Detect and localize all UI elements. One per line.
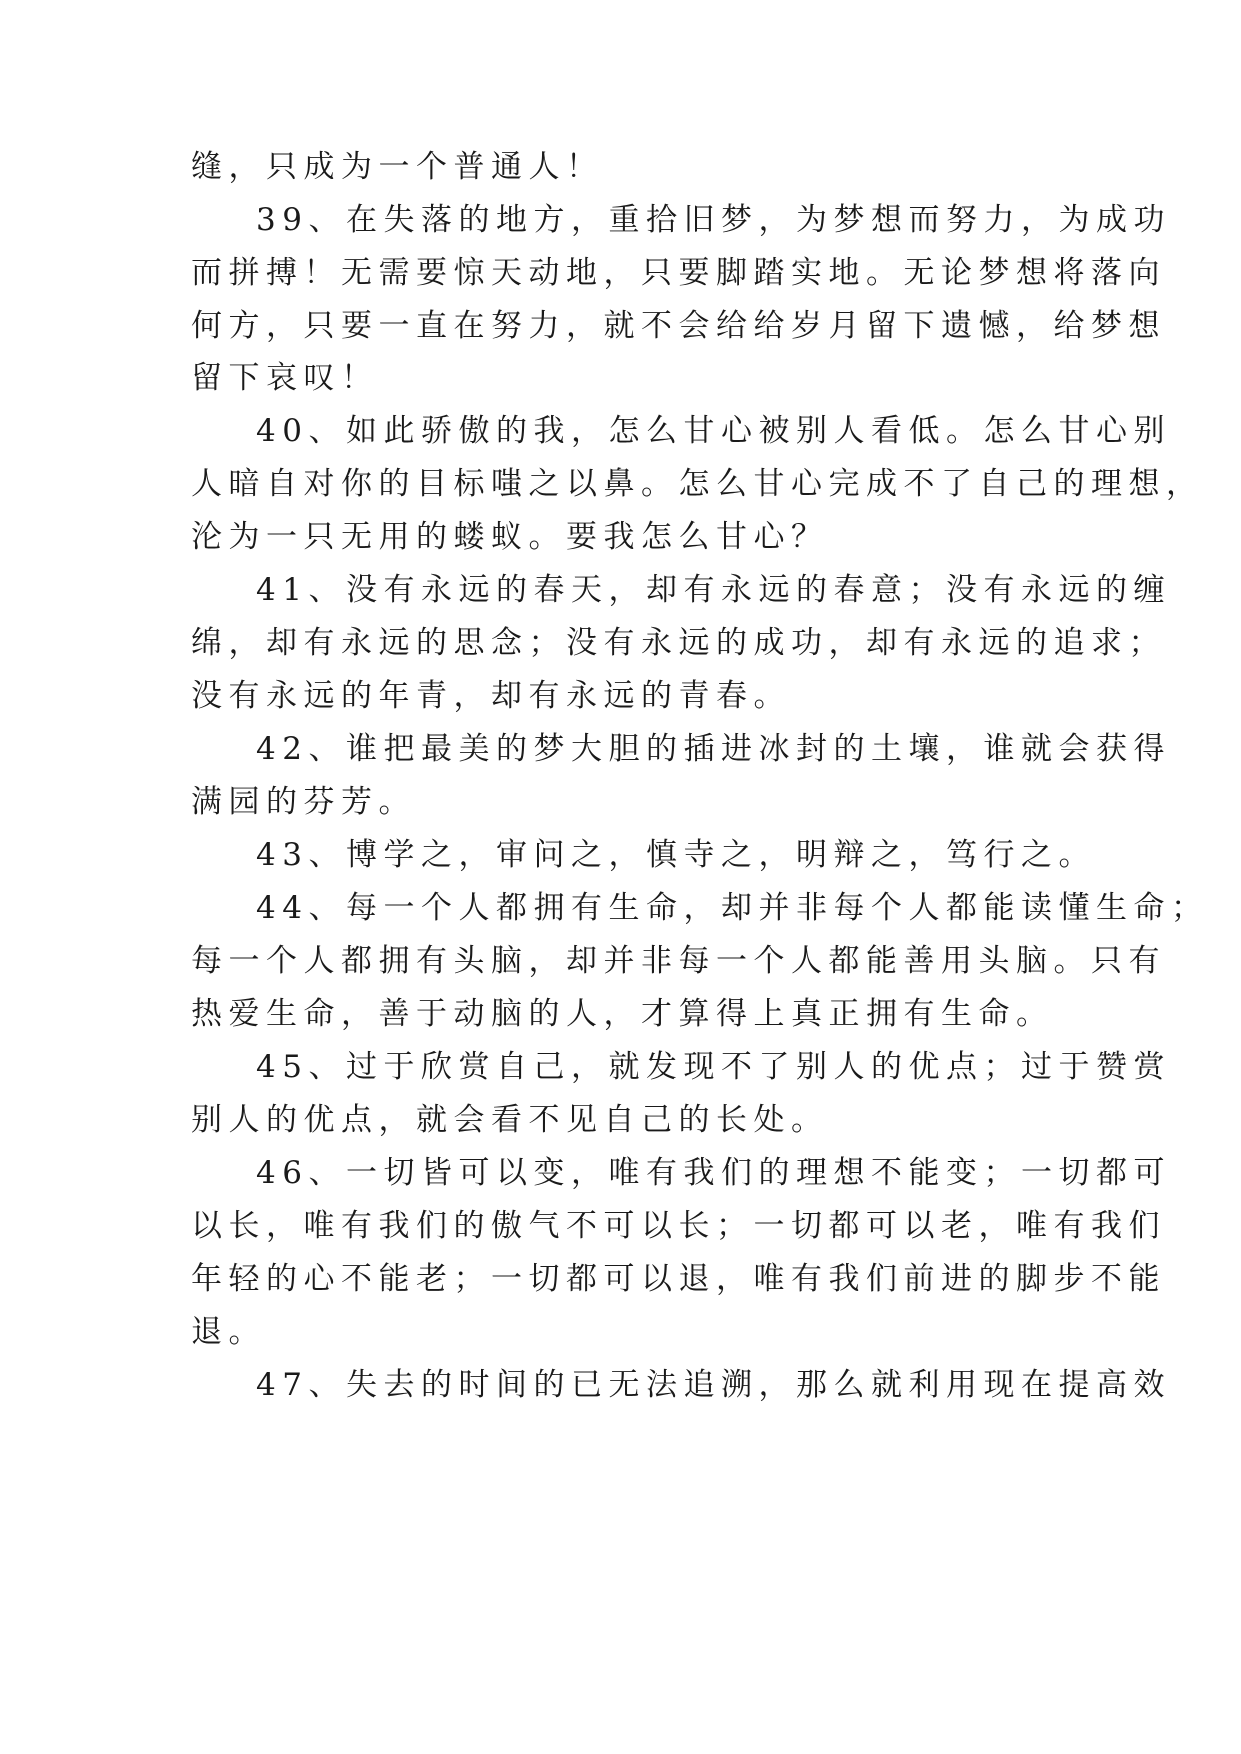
- text-line: 人暗自对你的目标嗤之以鼻。怎么甘心完成不了自己的理想，: [191, 466, 1204, 502]
- text-line: 别人的优点，就会看不见自己的长处。: [191, 1102, 829, 1138]
- text-line: 45、过于欣赏自己，就发现不了别人的优点；过于赞赏: [256, 1049, 1171, 1085]
- text-line: 42、谁把最美的梦大胆的插进冰封的土壤，谁就会获得: [256, 731, 1171, 767]
- text-line: 39、在失落的地方，重拾旧梦，为梦想而努力，为成功: [256, 202, 1171, 238]
- text-line: 而拼搏！无需要惊天动地，只要脚踏实地。无论梦想将落向: [191, 255, 1166, 291]
- text-line: 没有永远的年青，却有永远的青春。: [191, 678, 791, 714]
- text-line: 年轻的心不能老；一切都可以退，唯有我们前进的脚步不能: [191, 1261, 1166, 1297]
- text-line: 每一个人都拥有头脑，却并非每一个人都能善用头脑。只有: [191, 943, 1166, 979]
- text-line: 以长，唯有我们的傲气不可以长；一切都可以老，唯有我们: [191, 1208, 1166, 1244]
- text-line: 43、博学之，审问之，慎寺之，明辩之，笃行之。: [256, 837, 1096, 873]
- text-line: 绵，却有永远的思念；没有永远的成功，却有永远的追求；: [191, 625, 1166, 661]
- text-line: 44、每一个人都拥有生命，却并非每个人都能读懂生命；: [256, 890, 1209, 926]
- text-line: 47、失去的时间的已无法追溯，那么就利用现在提高效: [256, 1367, 1171, 1403]
- text-line: 沦为一只无用的蝼蚁。要我怎么甘心？: [191, 519, 829, 555]
- text-line: 留下哀叹！: [191, 360, 379, 396]
- text-line: 热爱生命，善于动脑的人，才算得上真正拥有生命。: [191, 996, 1054, 1032]
- text-line: 退。: [191, 1314, 266, 1350]
- text-line: 40、如此骄傲的我，怎么甘心被别人看低。怎么甘心别: [256, 413, 1171, 449]
- text-line: 满园的芬芳。: [191, 784, 416, 820]
- text-line: 46、一切皆可以变，唯有我们的理想不能变；一切都可: [256, 1155, 1171, 1191]
- text-line: 何方，只要一直在努力，就不会给给岁月留下遗憾，给梦想: [191, 308, 1166, 344]
- text-line: 缝，只成为一个普通人！: [191, 149, 604, 185]
- text-line: 41、没有永远的春天，却有永远的春意；没有永远的缠: [256, 572, 1171, 608]
